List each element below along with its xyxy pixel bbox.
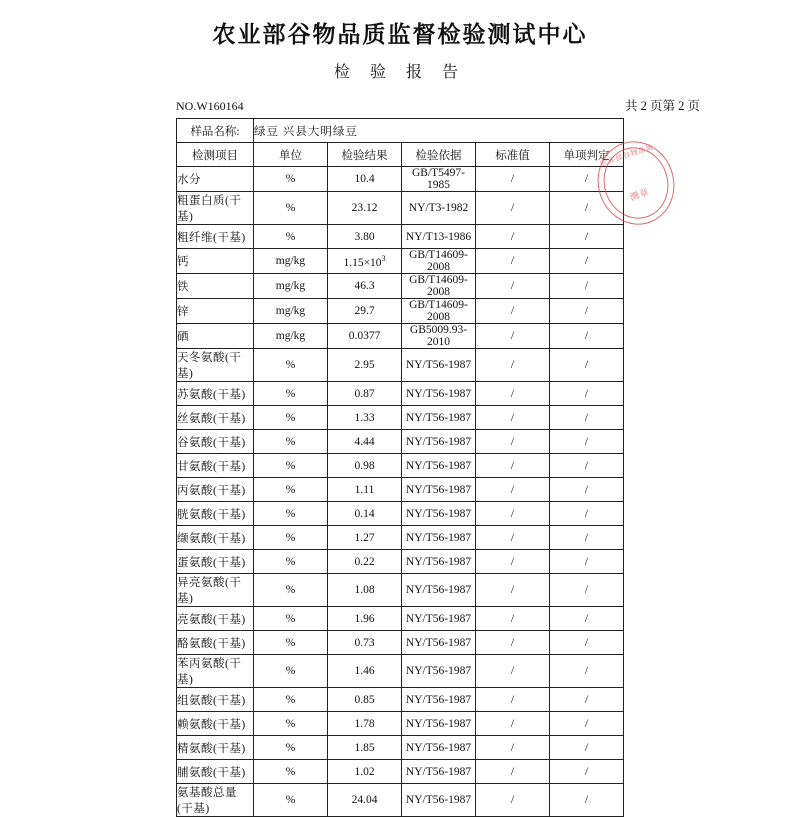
cell-basis: NY/T56-1987: [402, 526, 476, 550]
cell-item: 异亮氨酸(干基): [177, 574, 254, 607]
cell-item: 粗纤维(干基): [177, 225, 254, 249]
sample-name-row: [177, 119, 624, 143]
cell-result: 1.02: [328, 760, 402, 784]
cell-standard: /: [476, 349, 550, 382]
cell-item: 苯丙氨酸(干基): [177, 655, 254, 688]
cell-basis: NY/T56-1987: [402, 607, 476, 631]
cell-item: 丝氨酸(干基): [177, 406, 254, 430]
table-row: [177, 784, 624, 817]
table-row: [177, 526, 624, 550]
cell-basis: NY/T56-1987: [402, 430, 476, 454]
report-subtitle: 检 验 报 告: [333, 64, 466, 81]
column-header-result: 检验结果: [328, 143, 402, 167]
table-header-row: [177, 143, 624, 167]
cell-judgement: /: [550, 736, 624, 760]
table-row: [177, 274, 624, 299]
cell-standard: /: [476, 249, 550, 274]
cell-standard: /: [476, 784, 550, 817]
cell-judgement: /: [550, 192, 624, 225]
seal-arc-text: 农业部谷物品质: [599, 142, 655, 168]
table-row: [177, 760, 624, 784]
cell-standard: /: [476, 324, 550, 349]
cell-basis: GB5009.93-2010: [402, 324, 476, 349]
cell-item: 精氨酸(干基): [177, 736, 254, 760]
cell-standard: /: [476, 406, 550, 430]
column-header-judgement: 单项判定: [550, 143, 624, 167]
column-header-basis: 检验依据: [402, 143, 476, 167]
cell-basis: GB/T14609-2008: [402, 274, 476, 299]
cell-judgement: /: [550, 478, 624, 502]
cell-unit: %: [254, 225, 328, 249]
cell-basis: GB/T14609-2008: [402, 299, 476, 324]
cell-judgement: /: [550, 167, 624, 192]
cell-basis: NY/T56-1987: [402, 574, 476, 607]
cell-result: 24.04: [328, 784, 402, 817]
cell-unit: %: [254, 688, 328, 712]
cell-unit: %: [254, 574, 328, 607]
cell-item: 硒: [177, 324, 254, 349]
cell-standard: /: [476, 167, 550, 192]
table-row: [177, 736, 624, 760]
table-body: [177, 119, 624, 817]
cell-unit: %: [254, 607, 328, 631]
table-row: [177, 430, 624, 454]
cell-unit: %: [254, 736, 328, 760]
column-header-unit: 单位: [254, 143, 328, 167]
cell-judgement: /: [550, 526, 624, 550]
cell-item: 谷氨酸(干基): [177, 430, 254, 454]
cell-judgement: /: [550, 502, 624, 526]
cell-unit: mg/kg: [254, 324, 328, 349]
cell-standard: /: [476, 430, 550, 454]
cell-item: 亮氨酸(干基): [177, 607, 254, 631]
cell-result: 0.98: [328, 454, 402, 478]
sample-name-label: 样品名称:: [177, 119, 254, 143]
cell-standard: /: [476, 688, 550, 712]
table-row: [177, 550, 624, 574]
cell-basis: NY/T56-1987: [402, 454, 476, 478]
cell-standard: /: [476, 574, 550, 607]
table-row: [177, 574, 624, 607]
cell-basis: NY/T56-1987: [402, 655, 476, 688]
cell-standard: /: [476, 550, 550, 574]
cell-judgement: /: [550, 249, 624, 274]
cell-standard: /: [476, 631, 550, 655]
cell-result: 0.85: [328, 688, 402, 712]
cell-result: 3.80: [328, 225, 402, 249]
cell-result: 10.4: [328, 167, 402, 192]
cell-judgement: /: [550, 607, 624, 631]
cell-judgement: /: [550, 324, 624, 349]
cell-standard: /: [476, 274, 550, 299]
cell-unit: %: [254, 349, 328, 382]
cell-unit: %: [254, 478, 328, 502]
cell-result: 1.96: [328, 607, 402, 631]
cell-unit: mg/kg: [254, 249, 328, 274]
column-header-item: 检测项目: [177, 143, 254, 167]
cell-item: 锌: [177, 299, 254, 324]
cell-unit: %: [254, 631, 328, 655]
cell-item: 脯氨酸(干基): [177, 760, 254, 784]
cell-item: 氨基酸总量(干基): [177, 784, 254, 817]
table-row: [177, 406, 624, 430]
table-row: [177, 607, 624, 631]
page-title: 农业部谷物品质监督检验测试中心: [212, 22, 588, 47]
report-meta: [176, 96, 772, 114]
cell-unit: %: [254, 712, 328, 736]
cell-standard: /: [476, 299, 550, 324]
cell-basis: GB/T14609-2008: [402, 249, 476, 274]
cell-result: 0.0377: [328, 324, 402, 349]
table-row: [177, 478, 624, 502]
cell-judgement: /: [550, 430, 624, 454]
table-row: [177, 655, 624, 688]
table-row: [177, 502, 624, 526]
cell-result: 0.14: [328, 502, 402, 526]
cell-result: 0.22: [328, 550, 402, 574]
cell-result: 1.08: [328, 574, 402, 607]
cell-standard: /: [476, 478, 550, 502]
table-row: [177, 324, 624, 349]
cell-unit: mg/kg: [254, 274, 328, 299]
cell-item: 赖氨酸(干基): [177, 712, 254, 736]
cell-item: 缬氨酸(干基): [177, 526, 254, 550]
cell-judgement: /: [550, 760, 624, 784]
cell-standard: /: [476, 760, 550, 784]
cell-result: 23.12: [328, 192, 402, 225]
cell-item: 天冬氨酸(干基): [177, 349, 254, 382]
cell-unit: %: [254, 454, 328, 478]
cell-standard: /: [476, 655, 550, 688]
cell-basis: NY/T56-1987: [402, 478, 476, 502]
cell-result: 1.11: [328, 478, 402, 502]
table-row: [177, 382, 624, 406]
cell-result: $1.15\times 10^3$: [328, 249, 402, 274]
cell-result: 0.73: [328, 631, 402, 655]
cell-basis: NY/T56-1987: [402, 688, 476, 712]
inspection-table: [176, 118, 624, 817]
cell-basis: NY/T56-1987: [402, 631, 476, 655]
cell-result: 1.27: [328, 526, 402, 550]
cell-judgement: /: [550, 712, 624, 736]
cell-item: 粗蛋白质(干基): [177, 192, 254, 225]
table-row: [177, 349, 624, 382]
cell-basis: NY/T56-1987: [402, 349, 476, 382]
cell-judgement: /: [550, 299, 624, 324]
cell-unit: %: [254, 655, 328, 688]
cell-item: 组氨酸(干基): [177, 688, 254, 712]
cell-basis: NY/T56-1987: [402, 550, 476, 574]
cell-item: 胱氨酸(干基): [177, 502, 254, 526]
cell-judgement: /: [550, 382, 624, 406]
cell-item: 铁: [177, 274, 254, 299]
cell-result: 1.33: [328, 406, 402, 430]
cell-standard: /: [476, 607, 550, 631]
cell-judgement: /: [550, 454, 624, 478]
seal-center-text: 测章: [628, 186, 651, 203]
cell-unit: %: [254, 784, 328, 817]
cell-item: 丙氨酸(干基): [177, 478, 254, 502]
cell-unit: %: [254, 430, 328, 454]
cell-judgement: /: [550, 655, 624, 688]
cell-result: 29.7: [328, 299, 402, 324]
cell-result: 46.3: [328, 274, 402, 299]
cell-judgement: /: [550, 274, 624, 299]
cell-standard: /: [476, 526, 550, 550]
cell-result: 1.78: [328, 712, 402, 736]
cell-judgement: /: [550, 550, 624, 574]
cell-basis: NY/T13-1986: [402, 225, 476, 249]
cell-item: 钙: [177, 249, 254, 274]
table-row: [177, 299, 624, 324]
table-row: [177, 712, 624, 736]
cell-unit: %: [254, 382, 328, 406]
cell-basis: NY/T56-1987: [402, 712, 476, 736]
cell-item: 酪氨酸(干基): [177, 631, 254, 655]
cell-standard: /: [476, 712, 550, 736]
cell-judgement: /: [550, 225, 624, 249]
table-row: [177, 249, 624, 274]
cell-standard: /: [476, 382, 550, 406]
cell-result: 2.95: [328, 349, 402, 382]
cell-judgement: /: [550, 406, 624, 430]
cell-judgement: /: [550, 631, 624, 655]
cell-unit: %: [254, 167, 328, 192]
cell-result: 4.44: [328, 430, 402, 454]
cell-basis: NY/T56-1987: [402, 736, 476, 760]
cell-unit: %: [254, 192, 328, 225]
report-number: NO.W160164: [176, 99, 244, 113]
sample-name-value: 绿豆 兴县大明绿豆: [254, 119, 624, 143]
cell-basis: NY/T56-1987: [402, 760, 476, 784]
cell-basis: NY/T56-1987: [402, 382, 476, 406]
cell-basis: NY/T3-1982: [402, 192, 476, 225]
cell-basis: NY/T56-1987: [402, 502, 476, 526]
table-row: [177, 631, 624, 655]
cell-unit: %: [254, 526, 328, 550]
cell-item: 苏氨酸(干基): [177, 382, 254, 406]
cell-unit: %: [254, 406, 328, 430]
cell-standard: /: [476, 502, 550, 526]
table-row: [177, 688, 624, 712]
cell-unit: %: [254, 550, 328, 574]
cell-judgement: /: [550, 574, 624, 607]
report-page: [0, 16, 800, 815]
cell-unit: mg/kg: [254, 299, 328, 324]
cell-judgement: /: [550, 688, 624, 712]
cell-standard: /: [476, 454, 550, 478]
cell-basis: GB/T5497-1985: [402, 167, 476, 192]
table-row: [177, 192, 624, 225]
cell-standard: /: [476, 225, 550, 249]
table-row: [177, 225, 624, 249]
cell-result: 0.87: [328, 382, 402, 406]
cell-basis: NY/T56-1987: [402, 406, 476, 430]
cell-item: 蛋氨酸(干基): [177, 550, 254, 574]
table-row: [177, 167, 624, 192]
cell-judgement: /: [550, 349, 624, 382]
table-row: [177, 454, 624, 478]
cell-standard: /: [476, 736, 550, 760]
cell-standard: /: [476, 192, 550, 225]
cell-unit: %: [254, 760, 328, 784]
cell-item: 甘氨酸(干基): [177, 454, 254, 478]
cell-item: 水分: [177, 167, 254, 192]
cell-basis: NY/T56-1987: [402, 784, 476, 817]
page-count: 共 2 页第 2 页: [624, 99, 700, 113]
cell-result: 1.46: [328, 655, 402, 688]
column-header-standard: 标准值: [476, 143, 550, 167]
cell-judgement: /: [550, 784, 624, 817]
cell-result: 1.85: [328, 736, 402, 760]
cell-unit: %: [254, 502, 328, 526]
